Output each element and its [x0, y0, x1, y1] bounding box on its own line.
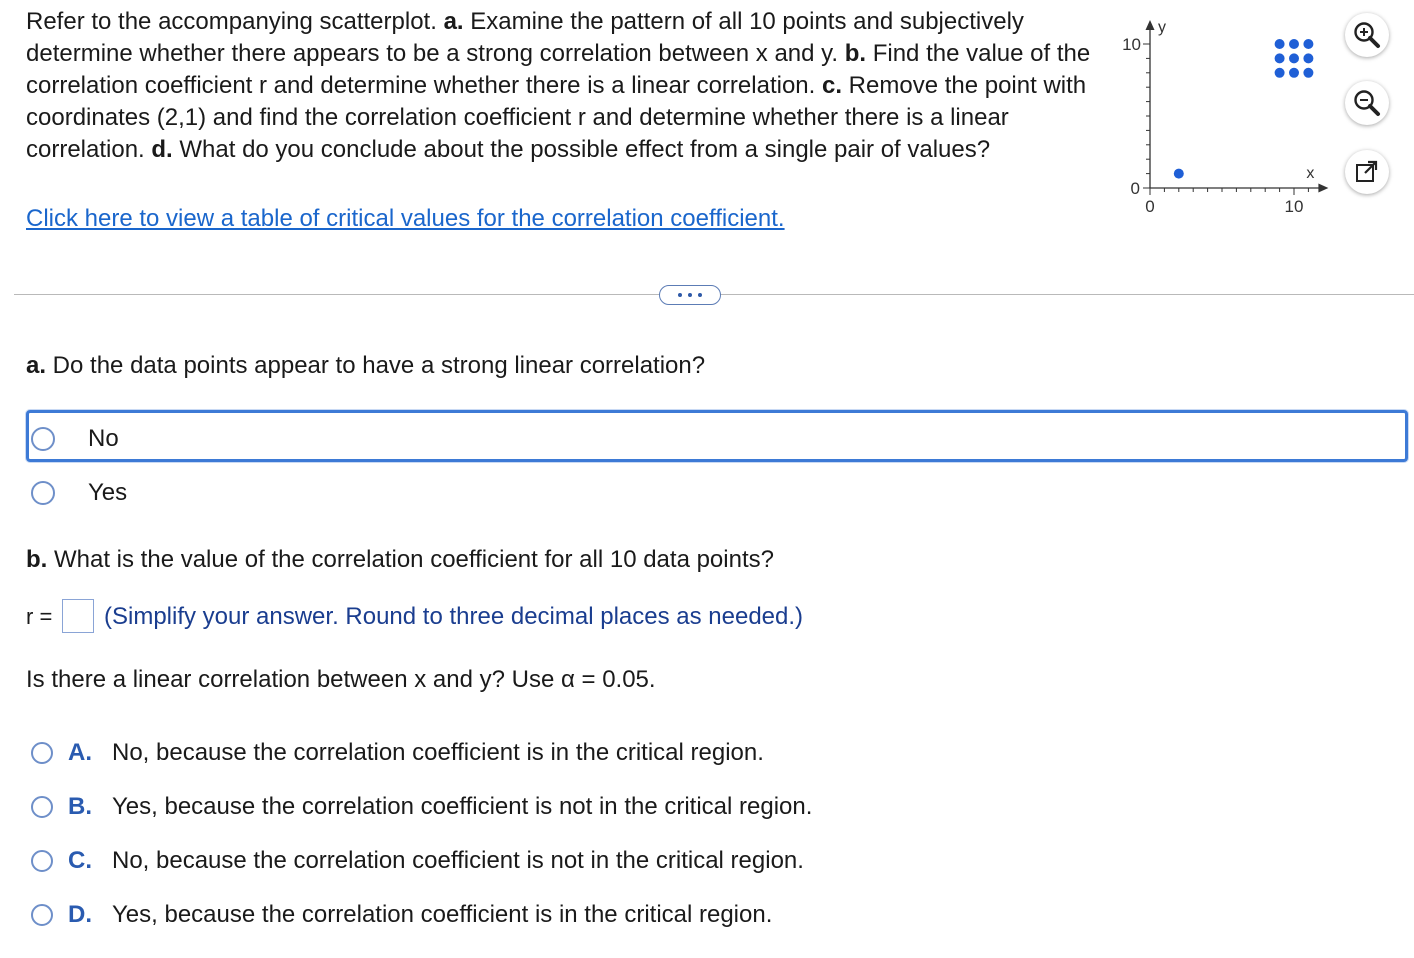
y-tick-label: 10 [1122, 35, 1141, 54]
option-no[interactable] [31, 425, 119, 453]
problem-statement [26, 6, 1116, 166]
choice-c-letter: C. [68, 847, 92, 874]
choice-a-letter: A. [68, 739, 92, 766]
radio-choice-c[interactable] [31, 850, 53, 872]
data-point [1289, 68, 1299, 78]
choice-b[interactable] [31, 793, 812, 821]
zoom-in-button[interactable] [1345, 13, 1389, 57]
radio-yes[interactable] [31, 481, 55, 505]
data-point [1275, 53, 1285, 63]
radio-choice-d[interactable] [31, 904, 53, 926]
choice-c[interactable] [31, 847, 804, 875]
part-a-label: a. [26, 352, 47, 379]
data-point [1303, 53, 1313, 63]
part-b-marker: b. [844, 40, 867, 67]
choice-d-letter: D. [68, 901, 92, 928]
r-label: r = [26, 604, 53, 629]
linear-correlation-question: Is there a linear correlation between x and y? Use α = 0.05. [26, 666, 656, 693]
part-a-marker: a. [443, 8, 464, 35]
part-b-text: Find the value of the correlation coefficient r and determine whether there is a linear correlation. [26, 40, 1091, 99]
rounding-hint: (Simplify your answer. Round to three decimal places as needed.) [104, 603, 804, 630]
choice-b-letter: B. [68, 793, 92, 820]
choice-d[interactable] [31, 901, 772, 929]
expand-more-button[interactable] [659, 285, 721, 305]
part-b-question [26, 546, 774, 574]
choice-a-text: No, because the correlation coefficient is in the critical region. [112, 739, 764, 766]
part-a-question-text: Do the data points appear to have a strong linear correlation? [46, 352, 706, 379]
option-yes-label: Yes [88, 479, 128, 506]
problem-intro: Refer to the accompanying scatterplot. [26, 8, 444, 35]
x-tick-label: 10 [1284, 197, 1304, 216]
choice-c-text: No, because the correlation coefficient is not in the critical region. [112, 847, 804, 874]
part-c-marker: c. [821, 72, 842, 99]
zoom-out-icon [1352, 88, 1382, 118]
dot [688, 293, 692, 297]
part-d-text: What do you conclude about the possible effect from a single pair of values? [172, 136, 991, 163]
scatterplot [1108, 12, 1340, 227]
option-no-label: No [88, 425, 119, 452]
dot [698, 293, 702, 297]
critical-values-link[interactable]: Click here to view a table of critical values for the correlation coefficient. [26, 205, 785, 232]
part-a-text: Examine the pattern of all 10 points and subjectively determine whether there appears to be a strong correlation between x and y. [26, 8, 1024, 67]
y-tick-label: 0 [1130, 179, 1140, 198]
data-point [1289, 39, 1299, 49]
popout-button[interactable] [1345, 150, 1389, 194]
data-point [1303, 39, 1313, 49]
zoom-in-icon [1352, 20, 1382, 50]
radio-choice-b[interactable] [31, 796, 53, 818]
x-axis-label: x [1306, 165, 1315, 182]
x-tick-label: 0 [1145, 197, 1155, 216]
x-axis-arrow [1318, 184, 1328, 193]
radio-no[interactable] [31, 427, 55, 451]
option-yes[interactable] [31, 479, 127, 507]
selected-option-highlight [26, 410, 1408, 462]
part-b-label: b. [26, 546, 48, 573]
data-point [1275, 39, 1285, 49]
popout-icon [1354, 159, 1380, 185]
choice-a[interactable] [31, 739, 764, 767]
choice-b-text: Yes, because the correlation coefficient is not in the critical region. [112, 793, 813, 820]
part-a-question [26, 352, 705, 380]
r-answer-input[interactable] [62, 599, 94, 633]
part-c-text: Remove the point with coordinates (2,1) and find the correlation coefficient r and determine whether there is a linear correlation. [26, 72, 1087, 163]
data-point [1174, 169, 1184, 179]
y-axis-arrow [1146, 20, 1155, 30]
dot [678, 293, 682, 297]
data-point [1275, 68, 1285, 78]
choice-d-text: Yes, because the correlation coefficient is in the critical region. [112, 901, 773, 928]
radio-choice-a[interactable] [31, 742, 53, 764]
data-point [1289, 53, 1299, 63]
part-b-question-text: What is the value of the correlation coefficient for all 10 data points? [47, 546, 774, 573]
zoom-out-button[interactable] [1345, 81, 1389, 125]
data-point [1303, 68, 1313, 78]
y-axis-label: y [1158, 19, 1166, 36]
part-d-marker: d. [151, 136, 173, 163]
